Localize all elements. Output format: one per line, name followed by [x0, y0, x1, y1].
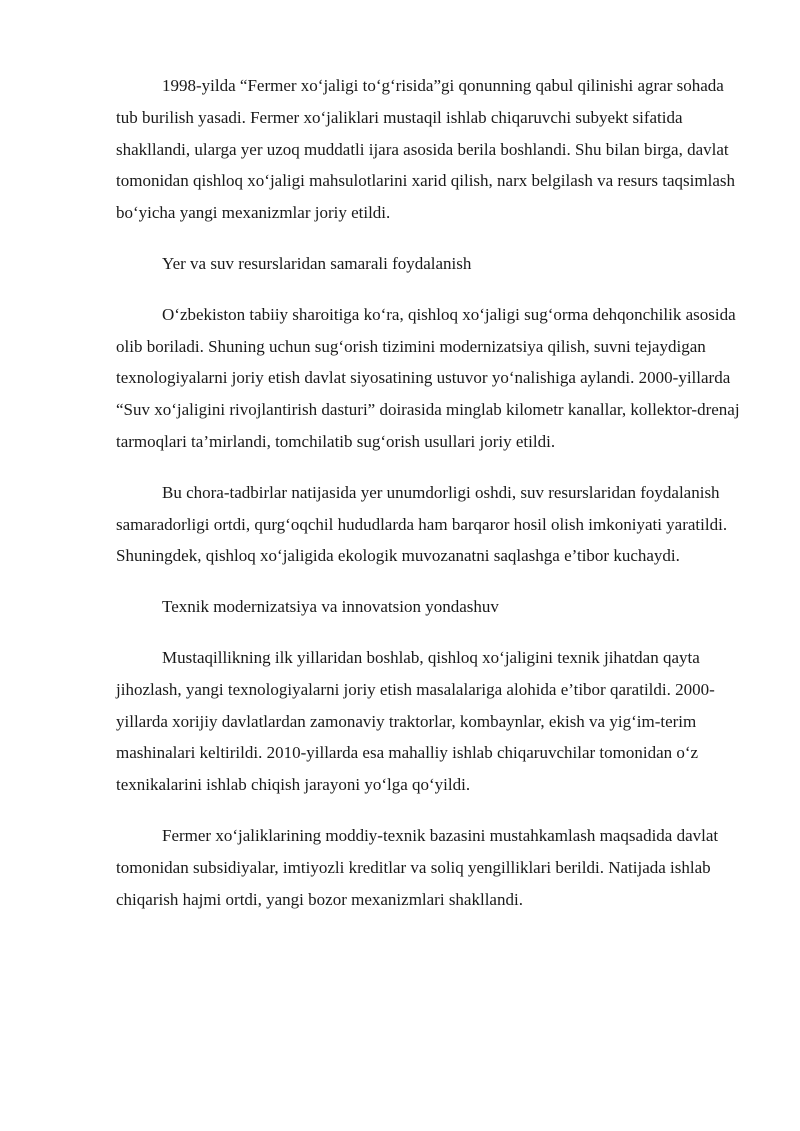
paragraph-moddiy-texnik-baza: Fermer xo‘jaliklarining moddiy-texnik bazasini mustahkamlash maqsadida davlat tomonidan subsidiyalar, imtiyozli kreditlar va soliq yengilliklari berildi. Natijada ishlab chiqarish hajmi ortdi, yangi bozor mexanizmlari shakllandi. [116, 825, 719, 909]
paragraph-sugorish-modernizatsiya: O‘zbekiston tabiiy sharoitiga ko‘ra, qishloq xo‘jaligi sug‘orma dehqonchilik asosida olib boriladi. Shuning uchun sug‘orish tizimini modernizatsiya qilish, suvni tejaydigan texnologiyalarni joriy etish davlat siyosatining ustuvor yo‘nalishiga aylandi. 2000-yillarda “Suv xo‘jaligini rivojlantirish dasturi” doirasida minglab kilometr kanallar, kollektor-drenaj tarmoqlari ta’mirlandi, tomchilatib sug‘orish usullari joriy etildi. [116, 304, 740, 451]
section-heading-yer-suv-resurslari: Yer va suv resurslaridan samarali foydalanish [162, 253, 472, 273]
document-body [116, 70, 746, 934]
paragraph-chora-tadbirlar-natijasi: Bu chora-tadbirlar natijasida yer unumdorligi oshdi, suv resurslaridan foydalanish samaradorligi ortdi, qurg‘oqchil hududlarda ham barqaror hosil olish imkoniyati yaratildi. Shuningdek, qishloq xo‘jaligida ekologik muvozanatni saqlashga e’tibor kuchaydi. [116, 482, 728, 566]
paragraph-fermer-xojaligi-qonuni: 1998-yilda “Fermer xo‘jaligi to‘g‘risida”gi qonunning qabul qilinishi agrar sohada tub burilish yasadi. Fermer xo‘jaliklari mustaqil ishlab chiqaruvchi subyekt sifatida shakllandi, ularga yer uzoq muddatli ijara asosida berila boshlandi. Shu bilan birga, davlat tomonidan qishloq xo‘jaligi mahsulotlarini xarid qilish, narx belgilash va resurs taqsimlash bo‘yicha yangi mexanizmlar joriy etildi. [116, 76, 735, 223]
paragraph-texnik-jihozlash: Mustaqillikning ilk yillaridan boshlab, qishloq xo‘jaligini texnik jihatdan qayta jihozlash, yangi texnologiyalarni joriy etish masalalariga alohida e’tibor qaratildi. 2000-yillarda xorijiy davlatlardan zamonaviy traktorlar, kombaynlar, ekish va yig‘im-terim mashinalari keltirildi. 2010-yillarda esa mahalliy ishlab chiqaruvchilar tomonidan o‘z texnikalarini ishlab chiqish jarayoni yo‘lga qo‘yildi. [116, 647, 715, 795]
section-heading-texnik-modernizatsiya: Texnik modernizatsiya va innovatsion yondashuv [162, 597, 499, 617]
